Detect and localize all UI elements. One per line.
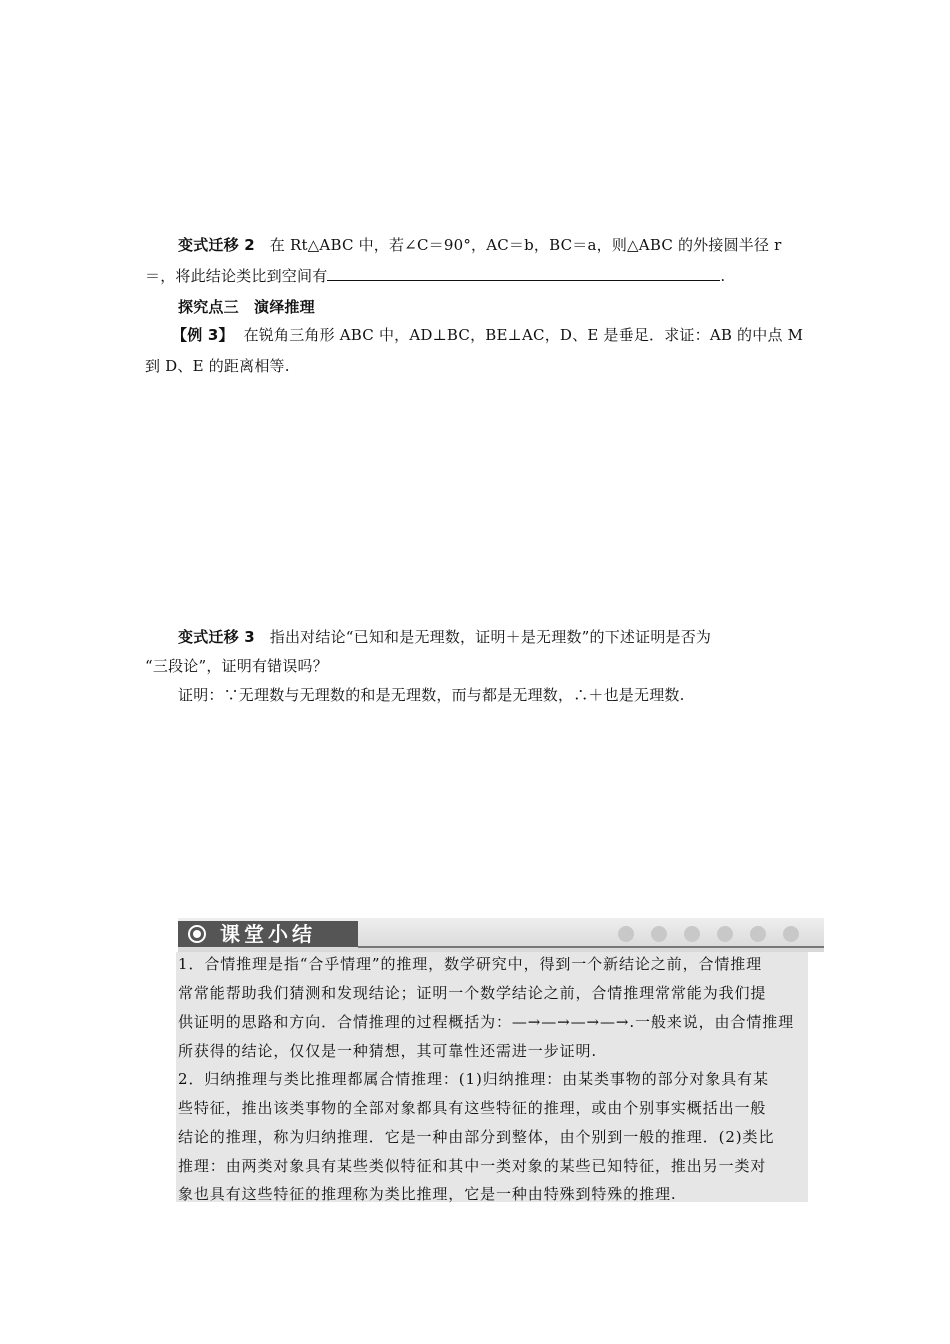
summary-header-bar <box>178 918 824 952</box>
decor-dot-icon <box>618 926 634 942</box>
summary-line: 结论的推理，称为归纳推理．它是一种由部分到整体，由个别到一般的推理．(2)类比 <box>178 1128 775 1146</box>
example3-line2: 到 D、E 的距离相等. <box>145 357 290 375</box>
variant2-heading: 变式迁移 2 <box>178 236 255 254</box>
summary-title: 课堂小结 <box>220 922 316 946</box>
summary-tab <box>178 921 358 947</box>
summary-body <box>176 952 808 1202</box>
example3-label: 【例 3】 <box>172 326 234 344</box>
variant3-heading: 变式迁移 3 <box>178 628 255 646</box>
variant3-line3: 证明：∵无理数与无理数的和是无理数，而与都是无理数，∴＋也是无理数. <box>178 686 685 704</box>
summary-line: 供证明的思路和方向．合情推理的过程概括为：—→—→—→—→.一般来说，由合情推理 <box>178 1013 795 1031</box>
target-icon <box>188 925 206 943</box>
summary-line: 些特征，推出该类事物的全部对象都具有这些特征的推理，或由个别事实概括出一般 <box>178 1099 767 1117</box>
variant2-text2: ＝，将此结论类比到空间有 <box>145 267 328 285</box>
variant2-text1: 在 Rt△ABC 中，若∠C＝90°，AC＝b，BC＝a，则△ABC 的外接圆半径 r <box>269 236 782 254</box>
variant2-text2-end: . <box>720 267 726 285</box>
variant3-line1 <box>178 627 711 647</box>
summary-line: 常常能帮助我们猜测和发现结论；证明一个数学结论之前，合情推理常常能为我们提 <box>178 984 767 1002</box>
header-stripe <box>358 946 824 948</box>
section3-title: 探究点三 演绎推理 <box>178 298 315 316</box>
summary-line: 象也具有这些特征的推理称为类比推理，它是一种由特殊到特殊的推理. <box>178 1185 677 1203</box>
variant3-text1: 指出对结论“已知和是无理数，证明＋是无理数”的下述证明是否为 <box>269 628 712 646</box>
decor-dot-icon <box>783 926 799 942</box>
variant2-line1 <box>178 235 782 255</box>
answer-blank <box>327 266 720 281</box>
decor-dot-icon <box>651 926 667 942</box>
decor-dot-icon <box>684 926 700 942</box>
summary-line: 1．合情推理是指“合乎情理”的推理，数学研究中，得到一个新结论之前，合情推理 <box>178 955 763 973</box>
summary-line: 2．归纳推理与类比推理都属合情推理：(1)归纳推理：由某类事物的部分对象具有某 <box>178 1070 769 1088</box>
example3-line1 <box>172 325 803 345</box>
summary-line: 推理：由两类对象具有某些类似特征和其中一类对象的某些已知特征，推出另一类对 <box>178 1157 767 1175</box>
variant2-line2 <box>145 266 725 286</box>
variant3-line2: “三段论”，证明有错误吗？ <box>145 657 328 675</box>
example3-text1: 在锐角三角形 ABC 中，AD⊥BC，BE⊥AC，D、E 是垂足．求证：AB 的中点 M <box>243 326 804 344</box>
decor-dot-icon <box>717 926 733 942</box>
summary-line: 所获得的结论，仅仅是一种猜想，其可靠性还需进一步证明. <box>178 1042 598 1060</box>
decor-dot-icon <box>750 926 766 942</box>
